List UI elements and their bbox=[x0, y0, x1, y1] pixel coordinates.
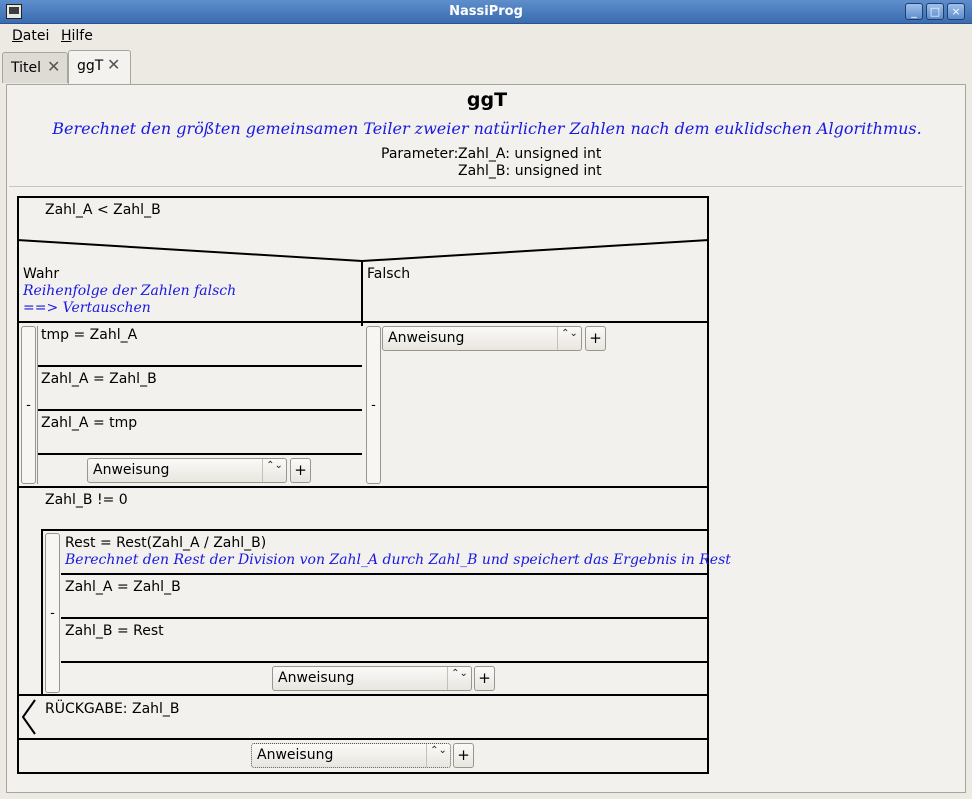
statement-divider bbox=[37, 365, 362, 367]
statement-divider bbox=[61, 573, 709, 575]
true-branch-collapse[interactable]: - bbox=[21, 326, 36, 484]
editor-area bbox=[6, 84, 966, 793]
tab-titel-label: Titel bbox=[11, 60, 42, 76]
minimize-button[interactable]: _ bbox=[905, 3, 923, 20]
menu-datei-mnemonic: D bbox=[12, 28, 23, 44]
loop-body-collapse[interactable]: - bbox=[45, 533, 60, 693]
nassi-diagram bbox=[17, 196, 731, 774]
menu-bar bbox=[0, 24, 972, 48]
menu-datei[interactable] bbox=[12, 28, 49, 44]
main-add-button[interactable]: + bbox=[453, 743, 474, 768]
statement-rest-assign[interactable]: Rest = Rest(Zahl_A / Zahl_B) bbox=[65, 535, 267, 551]
main-statement-select[interactable] bbox=[251, 743, 451, 768]
menu-hilfe[interactable] bbox=[61, 28, 93, 44]
loop-add-button[interactable]: + bbox=[474, 666, 495, 691]
if-true-comment-1: Reihenfolge der Zahlen falsch bbox=[23, 283, 237, 299]
title-bar bbox=[0, 0, 972, 24]
algorithm-description: Berechnet den größten gemeinsamen Teiler zweier natürlicher Zahlen nach dem euklidschen Algorithmus. bbox=[52, 119, 922, 138]
combo-value: Anweisung bbox=[257, 747, 334, 763]
statement-divider bbox=[61, 661, 709, 663]
chevron-updown-icon: ⌃⌄ bbox=[262, 459, 286, 482]
tab-ggt-close-icon[interactable]: ✕ bbox=[107, 55, 121, 74]
strip-edge bbox=[37, 326, 38, 484]
menu-hilfe-label: ilfe bbox=[71, 28, 93, 44]
false-branch-statement-select[interactable] bbox=[382, 326, 582, 351]
if-true-comment-2: ==> Vertauschen bbox=[23, 300, 151, 316]
statement-a-assign-b-loop[interactable]: Zahl_A = Zahl_B bbox=[65, 579, 181, 595]
combo-value: Anweisung bbox=[388, 330, 465, 346]
if-true-label: Wahr bbox=[23, 266, 60, 282]
if-condition[interactable]: Zahl_A < Zahl_B bbox=[45, 202, 161, 218]
menu-hilfe-mnemonic: H bbox=[61, 28, 72, 44]
statement-divider bbox=[61, 617, 709, 619]
return-statement[interactable]: RÜCKGABE: Zahl_B bbox=[45, 701, 180, 717]
true-branch-add-button[interactable]: + bbox=[290, 458, 311, 483]
tab-titel[interactable] bbox=[2, 52, 68, 83]
statement-tmp-assign[interactable]: tmp = Zahl_A bbox=[41, 327, 138, 343]
block-divider bbox=[17, 738, 709, 740]
algorithm-name: ggT bbox=[466, 89, 508, 111]
return-arrow-icon bbox=[21, 698, 37, 736]
separator bbox=[9, 186, 963, 187]
false-branch-add-button[interactable]: + bbox=[585, 326, 606, 351]
window-title: NassiProg bbox=[449, 4, 523, 19]
true-branch-statement-select[interactable] bbox=[87, 458, 287, 483]
combo-value: Anweisung bbox=[278, 670, 355, 686]
close-button[interactable]: × bbox=[947, 3, 965, 20]
loop-body-left bbox=[41, 529, 43, 694]
chevron-updown-icon: ⌃⌄ bbox=[557, 327, 581, 350]
maximize-button[interactable]: □ bbox=[926, 3, 944, 20]
false-branch-collapse[interactable]: - bbox=[366, 326, 381, 484]
tab-ggt[interactable] bbox=[68, 50, 131, 84]
statement-rest-comment: Berechnet den Rest der Division von Zahl_A durch Zahl_B und speichert das Ergebnis in Rest bbox=[65, 552, 731, 568]
statement-a-assign-tmp[interactable]: Zahl_A = tmp bbox=[41, 415, 138, 431]
parameter-1: Zahl_A: unsigned int bbox=[458, 146, 602, 162]
statement-b-assign-rest[interactable]: Zahl_B = Rest bbox=[65, 623, 164, 639]
chevron-updown-icon: ⌃⌄ bbox=[447, 667, 471, 690]
loop-statement-select[interactable] bbox=[272, 666, 472, 691]
menu-datei-label: atei bbox=[22, 28, 50, 44]
loop-body-top bbox=[41, 529, 709, 531]
statement-a-assign-b[interactable]: Zahl_A = Zahl_B bbox=[41, 371, 157, 387]
parameter-2: Zahl_B: unsigned int bbox=[458, 163, 602, 179]
tab-titel-close-icon[interactable]: ✕ bbox=[47, 57, 61, 76]
while-condition[interactable]: Zahl_B != 0 bbox=[45, 492, 128, 508]
statement-divider bbox=[37, 409, 362, 411]
block-divider bbox=[17, 694, 709, 696]
parameter-label: Parameter: bbox=[381, 146, 459, 162]
block-divider bbox=[17, 486, 709, 488]
if-false-label: Falsch bbox=[367, 266, 411, 282]
combo-value: Anweisung bbox=[93, 462, 170, 478]
tab-ggt-label: ggT bbox=[77, 58, 104, 74]
tab-bar bbox=[0, 48, 972, 84]
chevron-updown-icon: ⌃⌄ bbox=[426, 744, 450, 767]
statement-divider bbox=[37, 453, 362, 455]
